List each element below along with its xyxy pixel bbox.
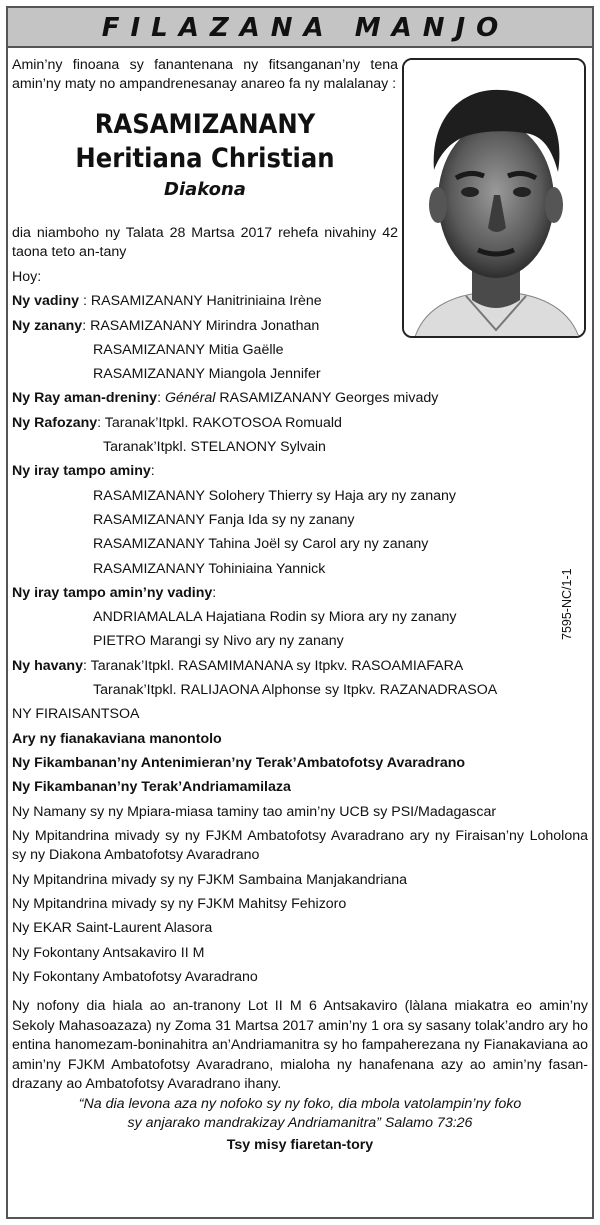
hoy-label: Hoy: — [12, 269, 42, 285]
parent-in-law-name: Taranak’Itpkl. RAKOTOSOA Romuald — [104, 414, 342, 431]
quote-text: sy anjarako mandrakizay Andriamanitra” — [127, 1115, 381, 1132]
siblings-sep: : — [150, 463, 155, 480]
spouse-siblings-label: Ny iray tampo amin’ny vadiny — [12, 584, 213, 601]
notice-header — [8, 8, 592, 48]
parents-in-law-row — [12, 411, 588, 435]
sibling-name: RASAMIZANANY Fanja Ida sy ny zanany — [93, 511, 355, 528]
others-line: Ny Fokontany Ambatofotsy Avaradrano — [12, 969, 258, 986]
others-line: Ny Namany sy ny Mpiara-miasa taminy tao amin’ny UCB sy PSI/Madagascar — [12, 803, 497, 820]
relative-name: Taranak’Itpkl. RASAMIMANANA sy Itpkv. RASOAMIAFARA — [90, 657, 464, 674]
fjkm-paragraph: Ny Mpitandrina mivady sy ny FJKM Ambatofotsy Avaradrano ary ny Firaisan’ny Loholona sy ny Diakona Ambatofotsy Avaradrano — [12, 827, 588, 863]
child-name: RASAMIZANANY Mirindra Jonathan — [90, 317, 320, 334]
uncle-name: RASAMIZANANY Georges mivady — [215, 390, 439, 407]
others-line: NY FIRAISANTSOA — [12, 706, 140, 723]
uncle-sep: : — [157, 390, 165, 407]
reference-code: 7595-NC/1-1 — [560, 568, 574, 640]
deceased-name-block — [12, 108, 398, 204]
spouse-siblings-row — [12, 581, 588, 605]
siblings-row — [12, 459, 588, 483]
children-row — [12, 314, 588, 338]
notice-title: FILAZANA MANJO — [101, 13, 510, 43]
child-name: RASAMIZANANY Mitia Gaëlle — [93, 341, 284, 358]
spouse-sep: : — [79, 293, 91, 310]
others-line: Ny Fikambanan’ny Terak’Andriamamilaza — [12, 779, 291, 796]
others-line: Ny Fokontany Antsakaviro II M — [12, 944, 205, 961]
others-line: Ny EKAR Saint-Laurent Alasora — [12, 920, 213, 937]
relatives-label: Ny havany — [12, 657, 83, 674]
children-label: Ny zanany — [12, 317, 83, 334]
quote-line-2 — [12, 1114, 588, 1134]
sibling-name: RASAMIZANANY Tahina Joël sy Carol ary ny zanany — [93, 536, 429, 553]
spouse-label: Ny vadiny — [12, 293, 80, 310]
spouse-row — [12, 289, 588, 313]
sibling-name: RASAMIZANANY Solohery Thierry sy Haja ary ny zanany — [93, 487, 456, 504]
others-line: Ary ny fianakaviana manontolo — [12, 730, 222, 747]
uncle-row — [12, 386, 588, 410]
funeral-paragraph: Ny nofony dia hiala ao an-tranony Lot II M 6 Antsakaviro (làlana miakatra eo amin’ny Sekoly Mahasoazaza) ny Zoma 31 Martsa 2017 amin’ny 1 ora sy sasany tolak’andro ary ho entina hanomezam-boninahitra an’Andriamanitra sy ho fampaherezana ny Fianakaviana ao amin’ny FJKM Ambatofotsy Avaradrano, mialoha ny hanafenana azy ao amin’ny fasan-drazany ao Ambatofotsy Avaradrano ihany. — [12, 998, 588, 1093]
parents-in-law-sep: : — [97, 414, 105, 431]
spouse-siblings-sep: : — [212, 584, 217, 601]
spouse-name: RASAMIZANANY Hanitriniaina Irène — [90, 293, 322, 310]
relatives-sep: : — [82, 657, 91, 674]
intro-text: Amin’ny finoana sy fanantenana ny fitsanganan’ny tena amin’ny maty no ampandrenesanay anareo fa ny malalanay : — [12, 57, 398, 92]
siblings-label: Ny iray tampo aminy — [12, 463, 151, 480]
quote-ref: Salamo 73:26 — [380, 1115, 473, 1132]
bible-quote — [12, 1095, 588, 1134]
deceased-given-names: Heritiana Christian — [75, 143, 335, 174]
deceased-title: Diakona — [164, 179, 246, 200]
children-sep: : — [82, 317, 91, 334]
others-line: Ny Fikambanan’ny Antenimieran’ny Terak’Ambatofotsy Avaradrano — [12, 754, 466, 771]
deceased-surname: RASAMIZANANY — [94, 109, 316, 140]
quote-line-1: “Na dia levona aza ny nofoko sy ny foko, dia mbola vatolampin’ny foko — [78, 1095, 522, 1112]
others-line: Ny Mpitandrina mivady sy ny FJKM Sambaina Manjakandriana — [12, 871, 408, 888]
relative-name: Taranak’Itpkl. RALIJAONA Alphonse sy Itpkv. RAZANADRASOA — [93, 682, 498, 699]
others-line: Ny Mpitandrina mivady sy ny FJKM Mahitsy Fehizoro — [12, 896, 347, 913]
uncle-rank: Général — [164, 390, 216, 407]
death-notice: dia niamboho ny Talata 28 Martsa 2017 rehefa nivahiny 42 taona teto an-tany — [12, 225, 398, 260]
closing-line: Tsy misy fiaretan-tory — [226, 1136, 374, 1153]
notice-content — [12, 56, 588, 1156]
uncle-label: Ny Ray aman-dreniny — [12, 390, 158, 407]
sibling-name: RASAMIZANANY Tohiniaina Yannick — [93, 560, 326, 577]
parents-in-law-label: Ny Rafozany — [12, 414, 98, 431]
spouse-sibling-name: PIETRO Marangi sy Nivo ary ny zanany — [93, 633, 344, 650]
parent-in-law-name: Taranak’Itpkl. STELANONY Sylvain — [103, 439, 326, 456]
spouse-sibling-name: ANDRIAMALALA Hajatiana Rodin sy Miora ary ny zanany — [93, 609, 457, 626]
child-name: RASAMIZANANY Miangola Jennifer — [93, 366, 321, 383]
relatives-row — [12, 654, 588, 678]
